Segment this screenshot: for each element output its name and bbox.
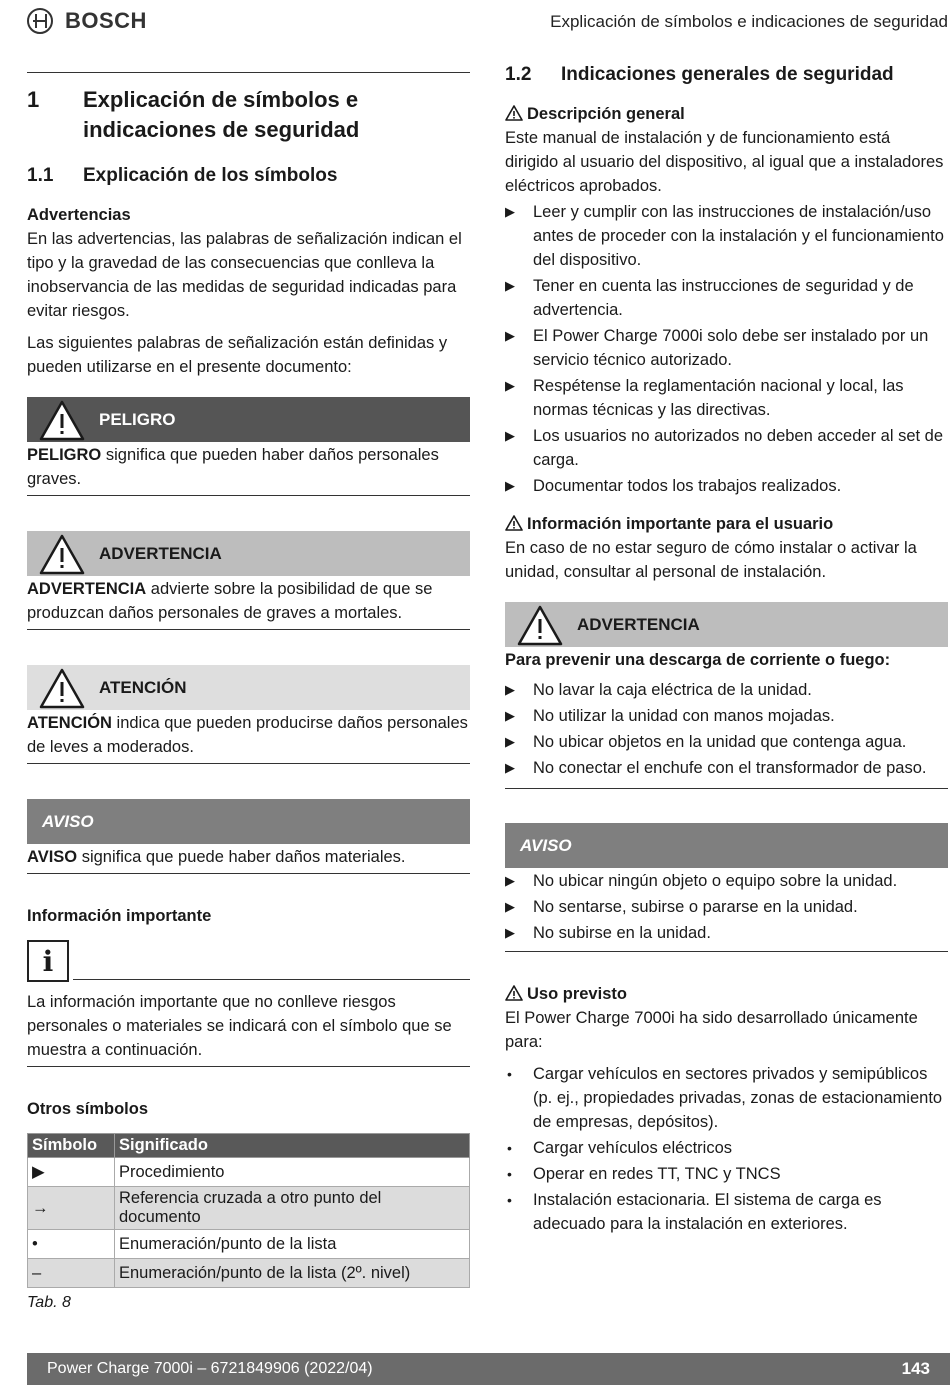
list-item: ▶ No lavar la caja eléctrica de la unidad. — [505, 678, 948, 702]
list-item: ▶ El Power Charge 7000i solo debe ser instalado por un servicio técnico autorizado. — [505, 324, 948, 372]
intended-use-title: Uso previsto — [527, 985, 627, 1003]
footer-document-id: Power Charge 7000i – 6721849906 (2022/04) — [47, 1360, 373, 1377]
table-cell-symbol: • — [28, 1230, 115, 1259]
list-item: ▶ No conectar el enchufe con el transformador de paso. — [505, 756, 948, 780]
warning-description: advierte sobre la posibilidad de que se produzcan daños personales de graves a mortales. — [27, 580, 433, 622]
warning-triangle-icon — [505, 602, 577, 647]
user-info-text: En caso de no estar seguro de cómo instalar o activar la unidad, consultar al personal de instalación. — [505, 539, 917, 581]
important-info-heading: Información importante — [27, 907, 212, 925]
info-text-block — [27, 982, 470, 1067]
table-caption: Tab. 8 — [27, 1294, 71, 1311]
table-row — [28, 1158, 470, 1187]
list-item: ▶ No sentarse, subirse o pararse en la unidad. — [505, 895, 948, 919]
subsection-title: Explicación de los símbolos — [83, 165, 338, 186]
table-cell-symbol: ▶ — [28, 1158, 115, 1187]
section-1-heading-block — [27, 72, 470, 145]
list-item: • Cargar vehículos en sectores privados y semipúblicos (p. ej., propiedades privadas, zonas de estacionamiento de empresas, depósitos). — [505, 1062, 948, 1134]
table-cell-meaning: Enumeración/punto de la lista (2º. nivel) — [115, 1259, 470, 1288]
list-item: ▶ No ubicar ningún objeto o equipo sobre la unidad. — [505, 869, 948, 893]
warning-triangle-icon — [27, 665, 99, 710]
notice-band — [27, 799, 470, 844]
notice-content — [505, 868, 948, 952]
page-footer — [27, 1353, 950, 1385]
section-number: 1 — [27, 87, 40, 112]
table-cell-meaning: Procedimiento — [115, 1158, 470, 1187]
caution-band — [27, 665, 470, 710]
table-header-row — [28, 1134, 470, 1158]
electric-warning-subheading: Para prevenir una descarga de corriente o fuego: — [505, 651, 891, 669]
caution-box — [27, 665, 470, 764]
electric-warning-box — [505, 602, 948, 789]
user-info-heading — [505, 512, 948, 536]
notice-description: significa que puede haber daños materiales. — [77, 848, 406, 866]
caution-label: ATENCIÓN — [99, 677, 187, 697]
subsection-title: Indicaciones generales de seguridad — [561, 64, 894, 85]
general-description-title: Descripción general — [527, 105, 685, 123]
list-item: ▶ Los usuarios no autorizados no deben acceder al set de carga. — [505, 424, 948, 472]
page-number: 143 — [901, 1359, 930, 1378]
table-row — [28, 1230, 470, 1259]
table-cell-symbol: → — [28, 1187, 115, 1230]
warnings-paragraph-1: En las advertencias, las palabras de señalización indican el tipo y la gravedad de las consecuencias que conlleva la inobservancia de las medidas de seguridad indicadas para evitar riesgos. — [27, 230, 462, 320]
list-item: ▶ Leer y cumplir con las instrucciones de instalación/uso antes de proceder con la instalación y el funcionamiento del dispositivo. — [505, 200, 948, 272]
danger-keyword: PELIGRO — [27, 446, 102, 464]
warning-box — [27, 531, 470, 630]
caution-description: indica que pueden producirse daños personales de leves a moderados. — [27, 714, 468, 756]
section-1-heading — [27, 85, 470, 145]
general-safety-list — [505, 200, 948, 498]
right-column — [505, 62, 948, 1238]
notice-label: AVISO — [520, 835, 572, 855]
notice-label: AVISO — [42, 811, 94, 831]
subsection-number: 1.1 — [27, 165, 54, 186]
intended-use-text: El Power Charge 7000i ha sido desarrollado únicamente para: — [505, 1009, 918, 1051]
warnings-paragraph-2: Las siguientes palabras de señalización están definidas y pueden utilizarse en el presente documento: — [27, 334, 448, 376]
section-1-2-heading — [505, 62, 948, 88]
warning-label: ADVERTENCIA — [99, 543, 222, 563]
bosch-logo-icon — [27, 8, 53, 34]
warning-keyword: ADVERTENCIA — [27, 580, 147, 598]
list-item: • Cargar vehículos eléctricos — [505, 1136, 948, 1160]
danger-label: PELIGRO — [99, 409, 176, 429]
list-item: ▶ No utilizar la unidad con manos mojadas. — [505, 704, 948, 728]
general-description-heading — [505, 102, 948, 126]
list-item: ▶ No subirse en la unidad. — [505, 921, 948, 945]
symbols-table — [27, 1133, 470, 1288]
list-item: ▶ Tener en cuenta las instrucciones de seguridad y de advertencia. — [505, 274, 948, 322]
user-info-title: Información importante para el usuario — [527, 515, 834, 533]
info-text: La información importante que no conlleve riesgos personales o materiales se indicará con el símbolo que se muestra a continuación. — [27, 993, 452, 1059]
notice-text — [27, 844, 470, 874]
brand-name: BOSCH — [65, 8, 147, 33]
warning-triangle-icon — [505, 985, 523, 1001]
warning-band — [27, 531, 470, 576]
left-column — [27, 72, 470, 1312]
brand-logo — [27, 8, 147, 34]
table-cell-symbol: – — [28, 1259, 115, 1288]
warning-text — [27, 576, 470, 630]
electric-warning-content — [505, 647, 948, 789]
danger-band — [27, 397, 470, 442]
danger-description: significa que pueden haber daños personales graves. — [27, 446, 439, 488]
intended-use-list — [505, 1062, 948, 1236]
notice-list — [505, 869, 948, 945]
table-cell-meaning: Referencia cruzada a otro punto del documento — [115, 1187, 470, 1230]
table-row — [28, 1187, 470, 1230]
list-item: ▶ Documentar todos los trabajos realizados. — [505, 474, 948, 498]
table-header: Significado — [115, 1134, 470, 1158]
notice-box-right — [505, 823, 948, 952]
list-item: • Instalación estacionaria. El sistema de carga es adecuado para la instalación en exteriores. — [505, 1188, 948, 1236]
danger-box — [27, 397, 470, 496]
list-item: ▶ Respétense la reglamentación nacional y local, las normas técnicas y las directivas. — [505, 374, 948, 422]
caution-keyword: ATENCIÓN — [27, 714, 112, 732]
info-symbol-row — [27, 940, 470, 982]
warning-triangle-icon — [27, 531, 99, 576]
info-rule — [73, 979, 470, 980]
warning-label: ADVERTENCIA — [577, 614, 700, 634]
notice-band — [505, 823, 948, 868]
list-item: ▶ No ubicar objetos en la unidad que contenga agua. — [505, 730, 948, 754]
intended-use-heading — [505, 982, 948, 1006]
notice-keyword: AVISO — [27, 848, 78, 866]
warning-triangle-icon — [505, 515, 523, 531]
caution-text — [27, 710, 470, 764]
warnings-heading: Advertencias — [27, 206, 131, 224]
electric-warning-list — [505, 678, 948, 780]
table-cell-meaning: Enumeración/punto de la lista — [115, 1230, 470, 1259]
section-1-1-heading — [27, 163, 470, 189]
warning-band — [505, 602, 948, 647]
warning-triangle-icon — [27, 397, 99, 442]
warning-triangle-icon — [505, 105, 523, 121]
danger-text — [27, 442, 470, 496]
subsection-number: 1.2 — [505, 64, 532, 85]
table-row — [28, 1259, 470, 1288]
other-symbols-heading: Otros símbolos — [27, 1100, 149, 1118]
running-header-title: Explicación de símbolos e indicaciones de seguridad — [550, 12, 948, 31]
general-description-text: Este manual de instalación y de funcionamiento está dirigido al usuario del dispositivo, al igual que a instaladores eléctricos aprobados. — [505, 129, 944, 195]
notice-box — [27, 799, 470, 874]
section-title: Explicación de símbolos e indicaciones de seguridad — [83, 87, 360, 142]
list-item: • Operar en redes TT, TNC y TNCS — [505, 1162, 948, 1186]
info-icon: i — [27, 940, 69, 982]
table-header: Símbolo — [28, 1134, 115, 1158]
